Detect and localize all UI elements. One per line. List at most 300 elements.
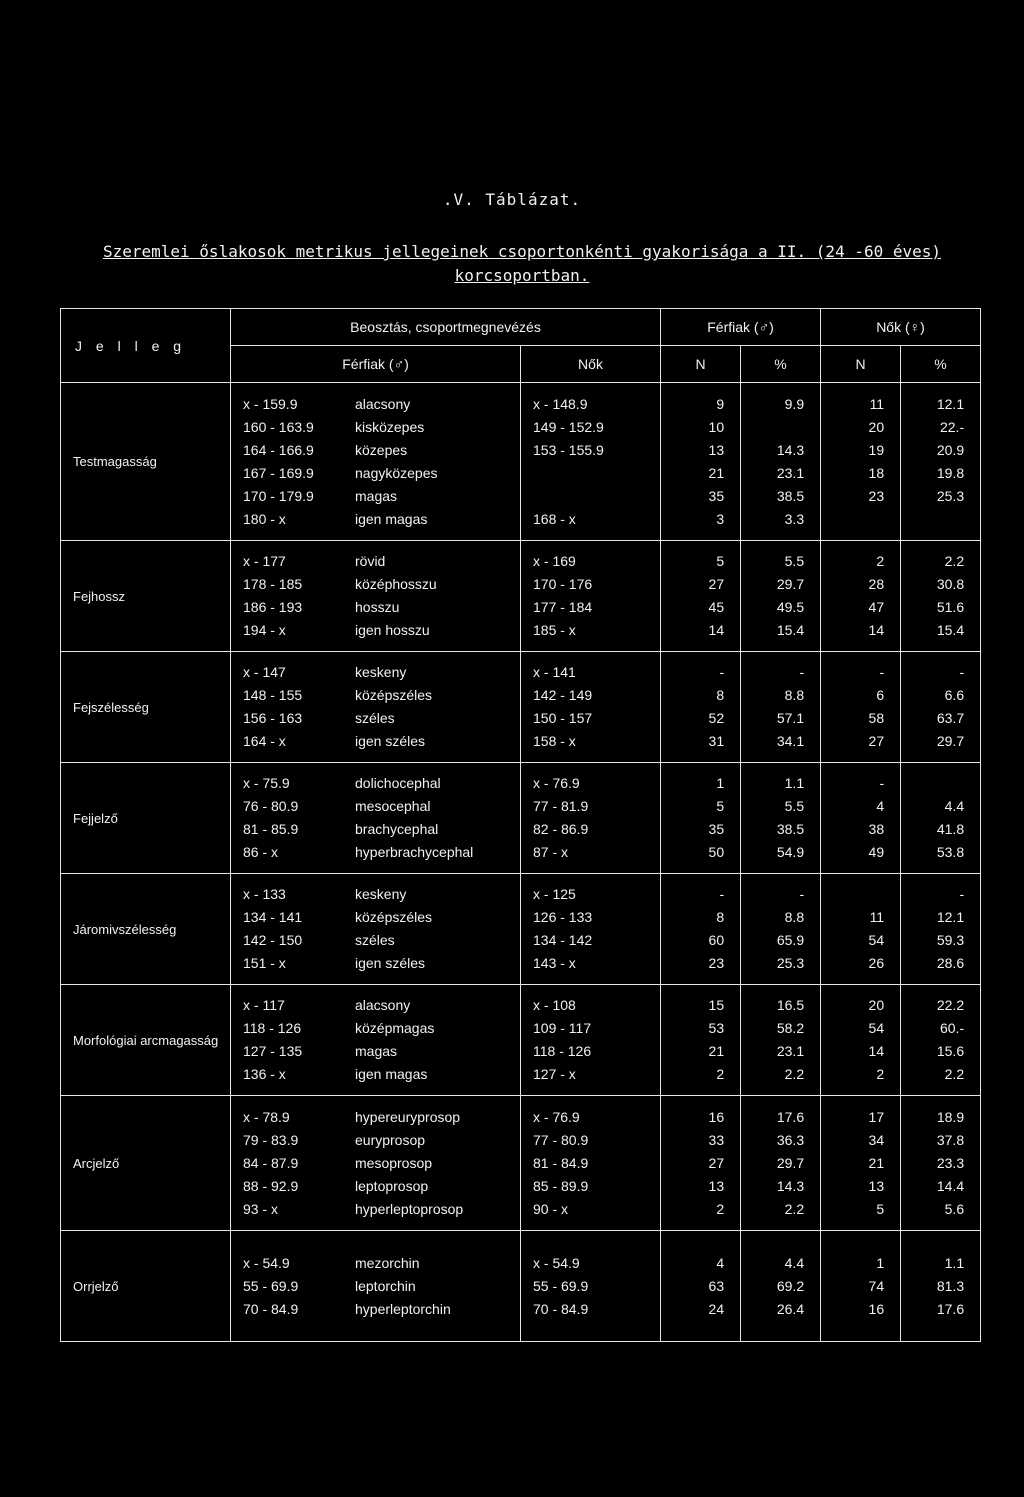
- value-fp: 28.6: [936, 955, 965, 971]
- value-fn: 27: [868, 733, 885, 749]
- value-mn: 14: [708, 622, 725, 638]
- value-mn: 10: [708, 418, 725, 435]
- value-mp: 8.8: [784, 909, 805, 925]
- value-fn: 16: [868, 1300, 885, 1317]
- value-fp: 81.3: [936, 1277, 965, 1294]
- value-f: 118 - 126: [533, 1043, 592, 1059]
- value-mp: 1.1: [784, 775, 805, 791]
- cell-mname: [231, 1231, 521, 1342]
- cell-mn: [661, 874, 741, 985]
- cell-fp: [901, 985, 981, 1096]
- value-mp: 2.2: [784, 1066, 805, 1082]
- male-range-line: [243, 772, 520, 795]
- value-fp: -: [959, 886, 965, 902]
- male-range-line: [243, 952, 520, 975]
- cell-fn: [821, 652, 901, 763]
- male-range: 76 - 80.9: [243, 798, 299, 814]
- cell-mp: [741, 383, 821, 541]
- trait-label: Testmagasság: [61, 383, 231, 541]
- cell-fp: [901, 1096, 981, 1231]
- value-mp: 8.8: [784, 687, 805, 703]
- table-row: [61, 383, 981, 541]
- cell-fp: [901, 763, 981, 874]
- value-f: 142 - 149: [533, 687, 593, 703]
- value-fp: 14.4: [936, 1177, 965, 1194]
- male-range-line: [243, 596, 520, 619]
- cell-fn: [821, 763, 901, 874]
- value-fn: 74: [868, 1277, 885, 1294]
- category-name: hypereuryprosop: [355, 1108, 461, 1125]
- value-fp: 2.2: [944, 1066, 965, 1082]
- value-f: 153 - 155.9: [533, 441, 604, 458]
- value-f: 77 - 80.9: [533, 1131, 589, 1148]
- value-mp: 25.3: [776, 955, 805, 971]
- header-female-n: N: [821, 346, 901, 383]
- value-fp: 22.2: [936, 997, 965, 1013]
- category-name: leptorchin: [355, 1277, 416, 1294]
- male-range-line: [243, 883, 520, 906]
- male-range-line: [243, 1198, 520, 1221]
- cell-mn: [661, 1096, 741, 1231]
- category-name: leptoprosop: [355, 1177, 429, 1194]
- value-mp: 38.5: [776, 821, 805, 837]
- male-range: 186 - 193: [243, 599, 303, 615]
- value-fp: 22.-: [939, 418, 965, 435]
- table-title: .V. Táblázat.: [442, 190, 582, 209]
- value-f: 158 - x: [533, 733, 576, 749]
- cell-mp: [741, 652, 821, 763]
- male-range-line: [243, 795, 520, 818]
- value-mn: 2: [716, 1200, 725, 1217]
- male-range-line: [243, 994, 520, 1017]
- cell-mp: [741, 541, 821, 652]
- value-f: 127 - x: [533, 1066, 576, 1082]
- trait-label: Morfológiai arcmagasság: [61, 985, 231, 1096]
- value-mn: 21: [708, 1043, 725, 1059]
- table-row: [61, 1231, 981, 1342]
- table-row: [61, 985, 981, 1096]
- value-f: 55 - 69.9: [533, 1277, 589, 1294]
- value-fn: 6: [876, 687, 885, 703]
- value-f: x - 76.9: [533, 775, 580, 791]
- value-mn: -: [719, 886, 725, 902]
- value-mn: 53: [708, 1020, 725, 1036]
- value-mp: 17.6: [776, 1108, 805, 1125]
- category-name: középszéles: [355, 687, 433, 703]
- male-range: 167 - 169.9: [243, 464, 314, 481]
- value-fn: 54: [868, 932, 885, 948]
- value-fn: 20: [868, 418, 885, 435]
- male-range-line: [243, 661, 520, 684]
- cell-mn: [661, 383, 741, 541]
- value-fp: 25.3: [936, 487, 965, 504]
- category-name: mezorchin: [355, 1254, 420, 1271]
- value-mp: -: [799, 886, 805, 902]
- value-mn: 3: [716, 510, 725, 527]
- value-fp: 12.1: [936, 395, 965, 412]
- cell-mp: [741, 1096, 821, 1231]
- male-range-line: [243, 707, 520, 730]
- male-range: 156 - 163: [243, 710, 303, 726]
- cell-mn: [661, 763, 741, 874]
- value-f: 150 - 157: [533, 710, 593, 726]
- cell-f: [521, 1231, 661, 1342]
- male-range: 178 - 185: [243, 576, 303, 592]
- value-fn: 2: [876, 1066, 885, 1082]
- category-name: keskeny: [355, 886, 407, 902]
- cell-fn: [821, 1231, 901, 1342]
- value-mn: 8: [716, 687, 725, 703]
- value-mp: 2.2: [784, 1200, 805, 1217]
- value-f: 77 - 81.9: [533, 798, 589, 814]
- value-mp: 34.1: [776, 733, 805, 749]
- male-range: 151 - x: [243, 955, 286, 971]
- header-beosztas: Beosztás, csoportmegnevézés: [231, 309, 661, 346]
- male-range-line: [243, 485, 520, 508]
- value-f: 168 - x: [533, 510, 576, 527]
- male-range: 118 - 126: [243, 1020, 302, 1036]
- category-name: hosszu: [355, 599, 400, 615]
- value-fn: 47: [868, 599, 885, 615]
- value-fn: 20: [868, 997, 885, 1013]
- value-fn: 54: [868, 1020, 885, 1036]
- male-range: x - 117: [243, 997, 285, 1013]
- value-f: 109 - 117: [533, 1020, 592, 1036]
- value-mp: 5.5: [784, 553, 805, 569]
- value-f: 134 - 142: [533, 932, 593, 948]
- cell-fn: [821, 1096, 901, 1231]
- male-range-line: [243, 730, 520, 753]
- value-f: 81 - 84.9: [533, 1154, 589, 1171]
- category-name: mesoprosop: [355, 1154, 433, 1171]
- cell-mn: [661, 985, 741, 1096]
- cell-f: [521, 652, 661, 763]
- value-fn: 17: [868, 1108, 885, 1125]
- cell-mp: [741, 985, 821, 1096]
- category-name: középmagas: [355, 1020, 435, 1036]
- value-mn: -: [719, 664, 725, 680]
- value-fn: 4: [876, 798, 885, 814]
- category-name: középhosszu: [355, 576, 437, 592]
- value-fp: 18.9: [936, 1108, 965, 1125]
- cell-mname: [231, 763, 521, 874]
- category-name: magas: [355, 1043, 398, 1059]
- value-fp: 2.2: [944, 553, 965, 569]
- value-fn: 58: [868, 710, 885, 726]
- value-mn: 13: [708, 441, 725, 458]
- value-mn: 21: [708, 464, 725, 481]
- category-name: euryprosop: [355, 1131, 426, 1148]
- value-mp: 14.3: [776, 441, 805, 458]
- cell-mname: [231, 985, 521, 1096]
- trait-label: Arcjelző: [61, 1096, 231, 1231]
- male-range: 180 - x: [243, 510, 286, 527]
- value-mp: 23.1: [776, 1043, 805, 1059]
- value-mp: 16.5: [776, 997, 805, 1013]
- value-fp: 12.1: [936, 909, 965, 925]
- value-mp: 58.2: [776, 1020, 805, 1036]
- cell-f: [521, 541, 661, 652]
- value-fn: 14: [868, 622, 885, 638]
- value-fn: 18: [868, 464, 885, 481]
- cell-fp: [901, 874, 981, 985]
- male-range-line: [243, 1129, 520, 1152]
- value-mn: 5: [716, 798, 725, 814]
- value-fp: 6.6: [944, 687, 965, 703]
- category-name: igen magas: [355, 510, 428, 527]
- male-range: x - 78.9: [243, 1108, 290, 1125]
- value-f: x - 141: [533, 664, 576, 680]
- male-range: x - 159.9: [243, 395, 298, 412]
- category-name: széles: [355, 710, 395, 726]
- table-subtitle: Szeremlei őslakosok metrikus jellegeinek csoportonkénti gyakorisága a II. (24 -60 éves) korcsoportban.: [102, 242, 942, 285]
- value-mn: 60: [708, 932, 725, 948]
- male-range: 86 - x: [243, 844, 279, 860]
- value-mn: 8: [716, 909, 725, 925]
- value-mn: 35: [708, 487, 725, 504]
- value-f: x - 125: [533, 886, 576, 902]
- male-range: 81 - 85.9: [243, 821, 299, 837]
- cell-f: [521, 985, 661, 1096]
- value-fn: 26: [868, 955, 885, 971]
- cell-fp: [901, 1231, 981, 1342]
- value-mn: 63: [708, 1277, 725, 1294]
- value-mp: 9.9: [784, 395, 805, 412]
- value-fp: 60.-: [939, 1020, 965, 1036]
- value-fn: 34: [868, 1131, 885, 1148]
- male-range: 127 - 135: [243, 1043, 303, 1059]
- value-mn: 27: [708, 576, 725, 592]
- value-mp: 69.2: [776, 1277, 805, 1294]
- category-name: igen hosszu: [355, 622, 430, 638]
- value-mn: 16: [708, 1108, 725, 1125]
- male-range: x - 75.9: [243, 775, 290, 791]
- value-f: x - 76.9: [533, 1108, 580, 1125]
- category-name: mesocephal: [355, 798, 431, 814]
- cell-f: [521, 1096, 661, 1231]
- table-row: [61, 652, 981, 763]
- category-name: igen magas: [355, 1066, 428, 1082]
- value-fp: 51.6: [936, 599, 965, 615]
- trait-label: Fejjelző: [61, 763, 231, 874]
- category-name: dolichocephal: [355, 775, 441, 791]
- value-fp: 17.6: [936, 1300, 965, 1317]
- category-name: középszéles: [355, 909, 433, 925]
- value-fn: 49: [868, 844, 885, 860]
- value-f: 177 - 184: [533, 599, 593, 615]
- cell-mname: [231, 874, 521, 985]
- male-range-line: [243, 573, 520, 596]
- value-mp: 23.1: [776, 464, 805, 481]
- category-name: magas: [355, 487, 398, 504]
- value-fp: 1.1: [944, 1254, 965, 1271]
- male-range-line: [243, 1252, 520, 1275]
- value-fp: 29.7: [936, 733, 965, 749]
- value-f: 70 - 84.9: [533, 1300, 589, 1317]
- value-mn: 5: [716, 553, 725, 569]
- male-range-line: [243, 1017, 520, 1040]
- value-fp: 53.8: [936, 844, 965, 860]
- value-fp: 59.3: [936, 932, 965, 948]
- table-row: [61, 763, 981, 874]
- cell-fp: [901, 652, 981, 763]
- value-f: 85 - 89.9: [533, 1177, 589, 1194]
- male-range: 55 - 69.9: [243, 1277, 299, 1294]
- value-f: x - 108: [533, 997, 576, 1013]
- cell-mn: [661, 1231, 741, 1342]
- trait-label: Orrjelző: [61, 1231, 231, 1342]
- male-range-line: [243, 818, 520, 841]
- male-range-line: [243, 462, 520, 485]
- male-range: x - 133: [243, 886, 286, 902]
- header-female-pct: %: [901, 346, 981, 383]
- cell-fn: [821, 541, 901, 652]
- value-f: 170 - 176: [533, 576, 593, 592]
- value-fp: 37.8: [936, 1131, 965, 1148]
- value-mp: 5.5: [784, 798, 805, 814]
- value-mp: 4.4: [784, 1254, 805, 1271]
- value-mn: 33: [708, 1131, 725, 1148]
- male-range-line: [243, 1275, 520, 1298]
- value-fn: 11: [869, 395, 885, 412]
- value-mp: 14.3: [776, 1177, 805, 1194]
- cell-mp: [741, 874, 821, 985]
- value-fp: 30.8: [936, 576, 965, 592]
- category-name: keskeny: [355, 664, 407, 680]
- value-mp: 65.9: [776, 932, 805, 948]
- category-name: alacsony: [355, 997, 411, 1013]
- header-ferfiak-group: Férfiak (♂): [661, 309, 821, 346]
- value-mn: 35: [708, 821, 725, 837]
- male-range-line: [243, 684, 520, 707]
- value-f: 149 - 152.9: [533, 418, 604, 435]
- cell-fn: [821, 985, 901, 1096]
- value-fn: 38: [868, 821, 885, 837]
- male-range: 148 - 155: [243, 687, 303, 703]
- male-range-line: [243, 841, 520, 864]
- category-name: alacsony: [355, 395, 411, 412]
- value-fp: 19.8: [936, 464, 965, 481]
- value-f: 185 - x: [533, 622, 576, 638]
- male-range-line: [243, 416, 520, 439]
- value-f: 143 - x: [533, 955, 576, 971]
- value-f: 87 - x: [533, 844, 569, 860]
- cell-fn: [821, 874, 901, 985]
- value-mp: 36.3: [776, 1131, 805, 1148]
- value-f: x - 54.9: [533, 1254, 580, 1271]
- male-range-line: [243, 508, 520, 531]
- value-fn: 19: [868, 441, 885, 458]
- cell-mp: [741, 763, 821, 874]
- value-fn: 21: [868, 1154, 885, 1171]
- value-mn: 15: [708, 997, 725, 1013]
- value-fn: 23: [868, 487, 885, 504]
- header-ferfiak: Férfiak (♂): [231, 346, 521, 383]
- male-range: x - 147: [243, 664, 286, 680]
- male-range-line: [243, 439, 520, 462]
- cell-mname: [231, 541, 521, 652]
- category-name: igen széles: [355, 955, 426, 971]
- male-range: 93 - x: [243, 1200, 279, 1217]
- value-mn: 45: [708, 599, 725, 615]
- male-range: x - 177: [243, 553, 286, 569]
- category-name: hyperbrachycephal: [355, 844, 474, 860]
- cell-f: [521, 874, 661, 985]
- header-male-n: N: [661, 346, 741, 383]
- value-mn: 13: [708, 1177, 725, 1194]
- value-f: x - 169: [533, 553, 576, 569]
- category-name: hyperleptorchin: [355, 1300, 451, 1317]
- value-fp: 20.9: [936, 441, 965, 458]
- header-male-pct: %: [741, 346, 821, 383]
- category-name: széles: [355, 932, 395, 948]
- male-range: 136 - x: [243, 1066, 286, 1082]
- table-row: [61, 874, 981, 985]
- value-mn: 9: [716, 395, 725, 412]
- value-mp: 3.3: [784, 510, 805, 527]
- frequency-table: [60, 308, 981, 1342]
- table-row: [61, 1096, 981, 1231]
- value-mp: 49.5: [776, 599, 805, 615]
- male-range: 164 - 166.9: [243, 441, 314, 458]
- male-range-line: [243, 1040, 520, 1063]
- value-mn: 1: [716, 775, 725, 791]
- value-f: 126 - 133: [533, 909, 593, 925]
- value-fp: 5.6: [944, 1200, 965, 1217]
- value-fp: 4.4: [944, 798, 965, 814]
- value-mp: -: [799, 664, 805, 680]
- male-range-line: [243, 1298, 520, 1321]
- value-mp: 57.1: [776, 710, 805, 726]
- cell-mname: [231, 652, 521, 763]
- male-range-line: [243, 1106, 520, 1129]
- male-range: 70 - 84.9: [243, 1300, 299, 1317]
- value-mn: 23: [708, 955, 725, 971]
- trait-label: Járomivszélesség: [61, 874, 231, 985]
- value-mp: 38.5: [776, 487, 805, 504]
- cell-mname: [231, 1096, 521, 1231]
- category-name: nagyközepes: [355, 464, 438, 481]
- value-mp: 26.4: [776, 1300, 805, 1317]
- value-fp: 23.3: [936, 1154, 965, 1171]
- male-range: 142 - 150: [243, 932, 303, 948]
- value-fn: 1: [876, 1254, 885, 1271]
- header-trait: J e l l e g: [61, 309, 231, 383]
- category-name: igen széles: [355, 733, 426, 749]
- value-mp: 54.9: [776, 844, 805, 860]
- cell-mn: [661, 652, 741, 763]
- category-name: rövid: [355, 553, 386, 569]
- value-mp: 29.7: [776, 1154, 805, 1171]
- value-mn: 52: [708, 710, 725, 726]
- value-fn: -: [879, 664, 885, 680]
- cell-mname: [231, 383, 521, 541]
- value-mn: 24: [708, 1300, 725, 1317]
- value-mn: 2: [716, 1066, 725, 1082]
- value-mn: 50: [708, 844, 725, 860]
- category-name: kisközepes: [355, 418, 425, 435]
- male-range: 88 - 92.9: [243, 1177, 299, 1194]
- male-range: x - 54.9: [243, 1254, 290, 1271]
- value-fn: 13: [868, 1177, 885, 1194]
- male-range-line: [243, 1063, 520, 1086]
- male-range-line: [243, 550, 520, 573]
- category-name: közepes: [355, 441, 408, 458]
- trait-label: Fejszélesség: [61, 652, 231, 763]
- cell-fp: [901, 541, 981, 652]
- header-nok: Nők: [521, 346, 661, 383]
- value-f: 82 - 86.9: [533, 821, 589, 837]
